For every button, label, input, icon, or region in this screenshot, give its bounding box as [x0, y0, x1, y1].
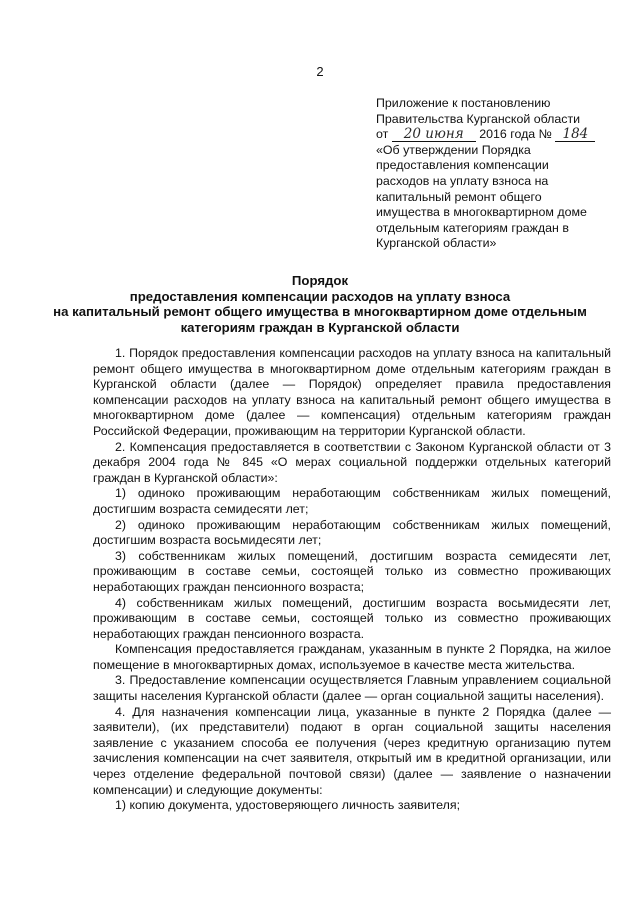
document-body — [93, 346, 611, 814]
title-line: категориям граждан в Курганской области — [180, 319, 460, 335]
handwritten-date: 20 июня — [392, 127, 476, 142]
title-line: Порядок — [291, 273, 349, 288]
paragraph: 3. Предоставление компенсации осуществляется Главным управлением социальной защиты населения Курганской области (далее — орган социальной защиты населения). — [93, 673, 611, 704]
title-line: предоставления компенсации расходов на уплату взноса — [129, 288, 511, 304]
appendix-line: отдельным категориям граждан в — [376, 220, 569, 235]
paragraph: 2. Компенсация предоставляется в соответствии с Законом Курганской области от 3 декабря 2004 года № 845 «О мерах социальной поддержки отдельных категорий граждан в Курганской области»: — [93, 439, 611, 485]
appendix-line: расходов на уплату взноса на — [376, 173, 549, 188]
page-number: 2 — [316, 64, 324, 79]
title-line: на капитальный ремонт общего имущества в многоквартирном доме отдельным — [53, 304, 587, 320]
paragraph: 4) собственникам жилых помещений, достигшим возраста восьмидесяти лет, проживающим в составе семьи, состоящей только из совместно проживающих неработающих граждан пенсионного возраста. — [93, 595, 611, 641]
date-suffix: 2016 года № — [479, 127, 552, 142]
appendix-line: Курганской области» — [376, 236, 497, 251]
appendix-line: «Об утверждении Порядка — [376, 142, 531, 157]
appendix-block — [376, 96, 616, 252]
document-title — [0, 273, 640, 335]
appendix-line: капитальный ремонт общего — [376, 189, 542, 204]
appendix-line: предоставления компенсации — [376, 158, 549, 173]
appendix-line: имущества в многоквартирном доме — [376, 205, 587, 220]
paragraph: 1) копию документа, удостоверяющего личность заявителя; — [115, 798, 461, 813]
handwritten-number: 184 — [555, 127, 595, 142]
paragraph: 4. Для назначения компенсации лица, указанные в пункте 2 Порядка (далее — заявители), (их представители) подают в орган социальной защиты населения заявление с указанием способа ее получения (через кредитную организацию путем зачисления компенсации на счет заявителя, открытый им в кредитной организации, или через отделение федеральной почтовой связи) (далее — заявление о назначении компенсации) и следующие документы: — [93, 704, 611, 797]
paragraph: 2) одиноко проживающим неработающим собственникам жилых помещений, достигшим возраста восьмидесяти лет; — [93, 517, 611, 548]
appendix-date-line — [376, 127, 616, 143]
paragraph: 1) одиноко проживающим неработающим собственникам жилых помещений, достигшим возраста семидесяти лет; — [93, 486, 611, 516]
date-prefix: от — [376, 127, 389, 142]
appendix-line: Правительства Курганской области — [376, 111, 581, 126]
appendix-line: Приложение к постановлению — [376, 96, 551, 110]
paragraph: 1. Порядок предоставления компенсации расходов на уплату взноса на капитальный ремонт общего имущества в многоквартирном доме отдельным категориям граждан в Курганской области (далее — Порядок) определяет правила предоставления компенсации расходов на уплату взноса на капитальный ремонт общего имущества в многоквартирном доме (далее — компенсация) отдельным категориям граждан Российской Федерации, проживающим на территории Курганской области. — [93, 346, 611, 438]
paragraph: Компенсация предоставляется гражданам, указанным в пункте 2 Порядка, на жилое помещение в многоквартирных домах, используемое в качестве места жительства. — [93, 642, 611, 672]
paragraph: 3) собственникам жилых помещений, достигшим возраста семидесяти лет, проживающим в составе семьи, состоящей только из совместно проживающих неработающих граждан пенсионного возраста; — [93, 548, 611, 594]
